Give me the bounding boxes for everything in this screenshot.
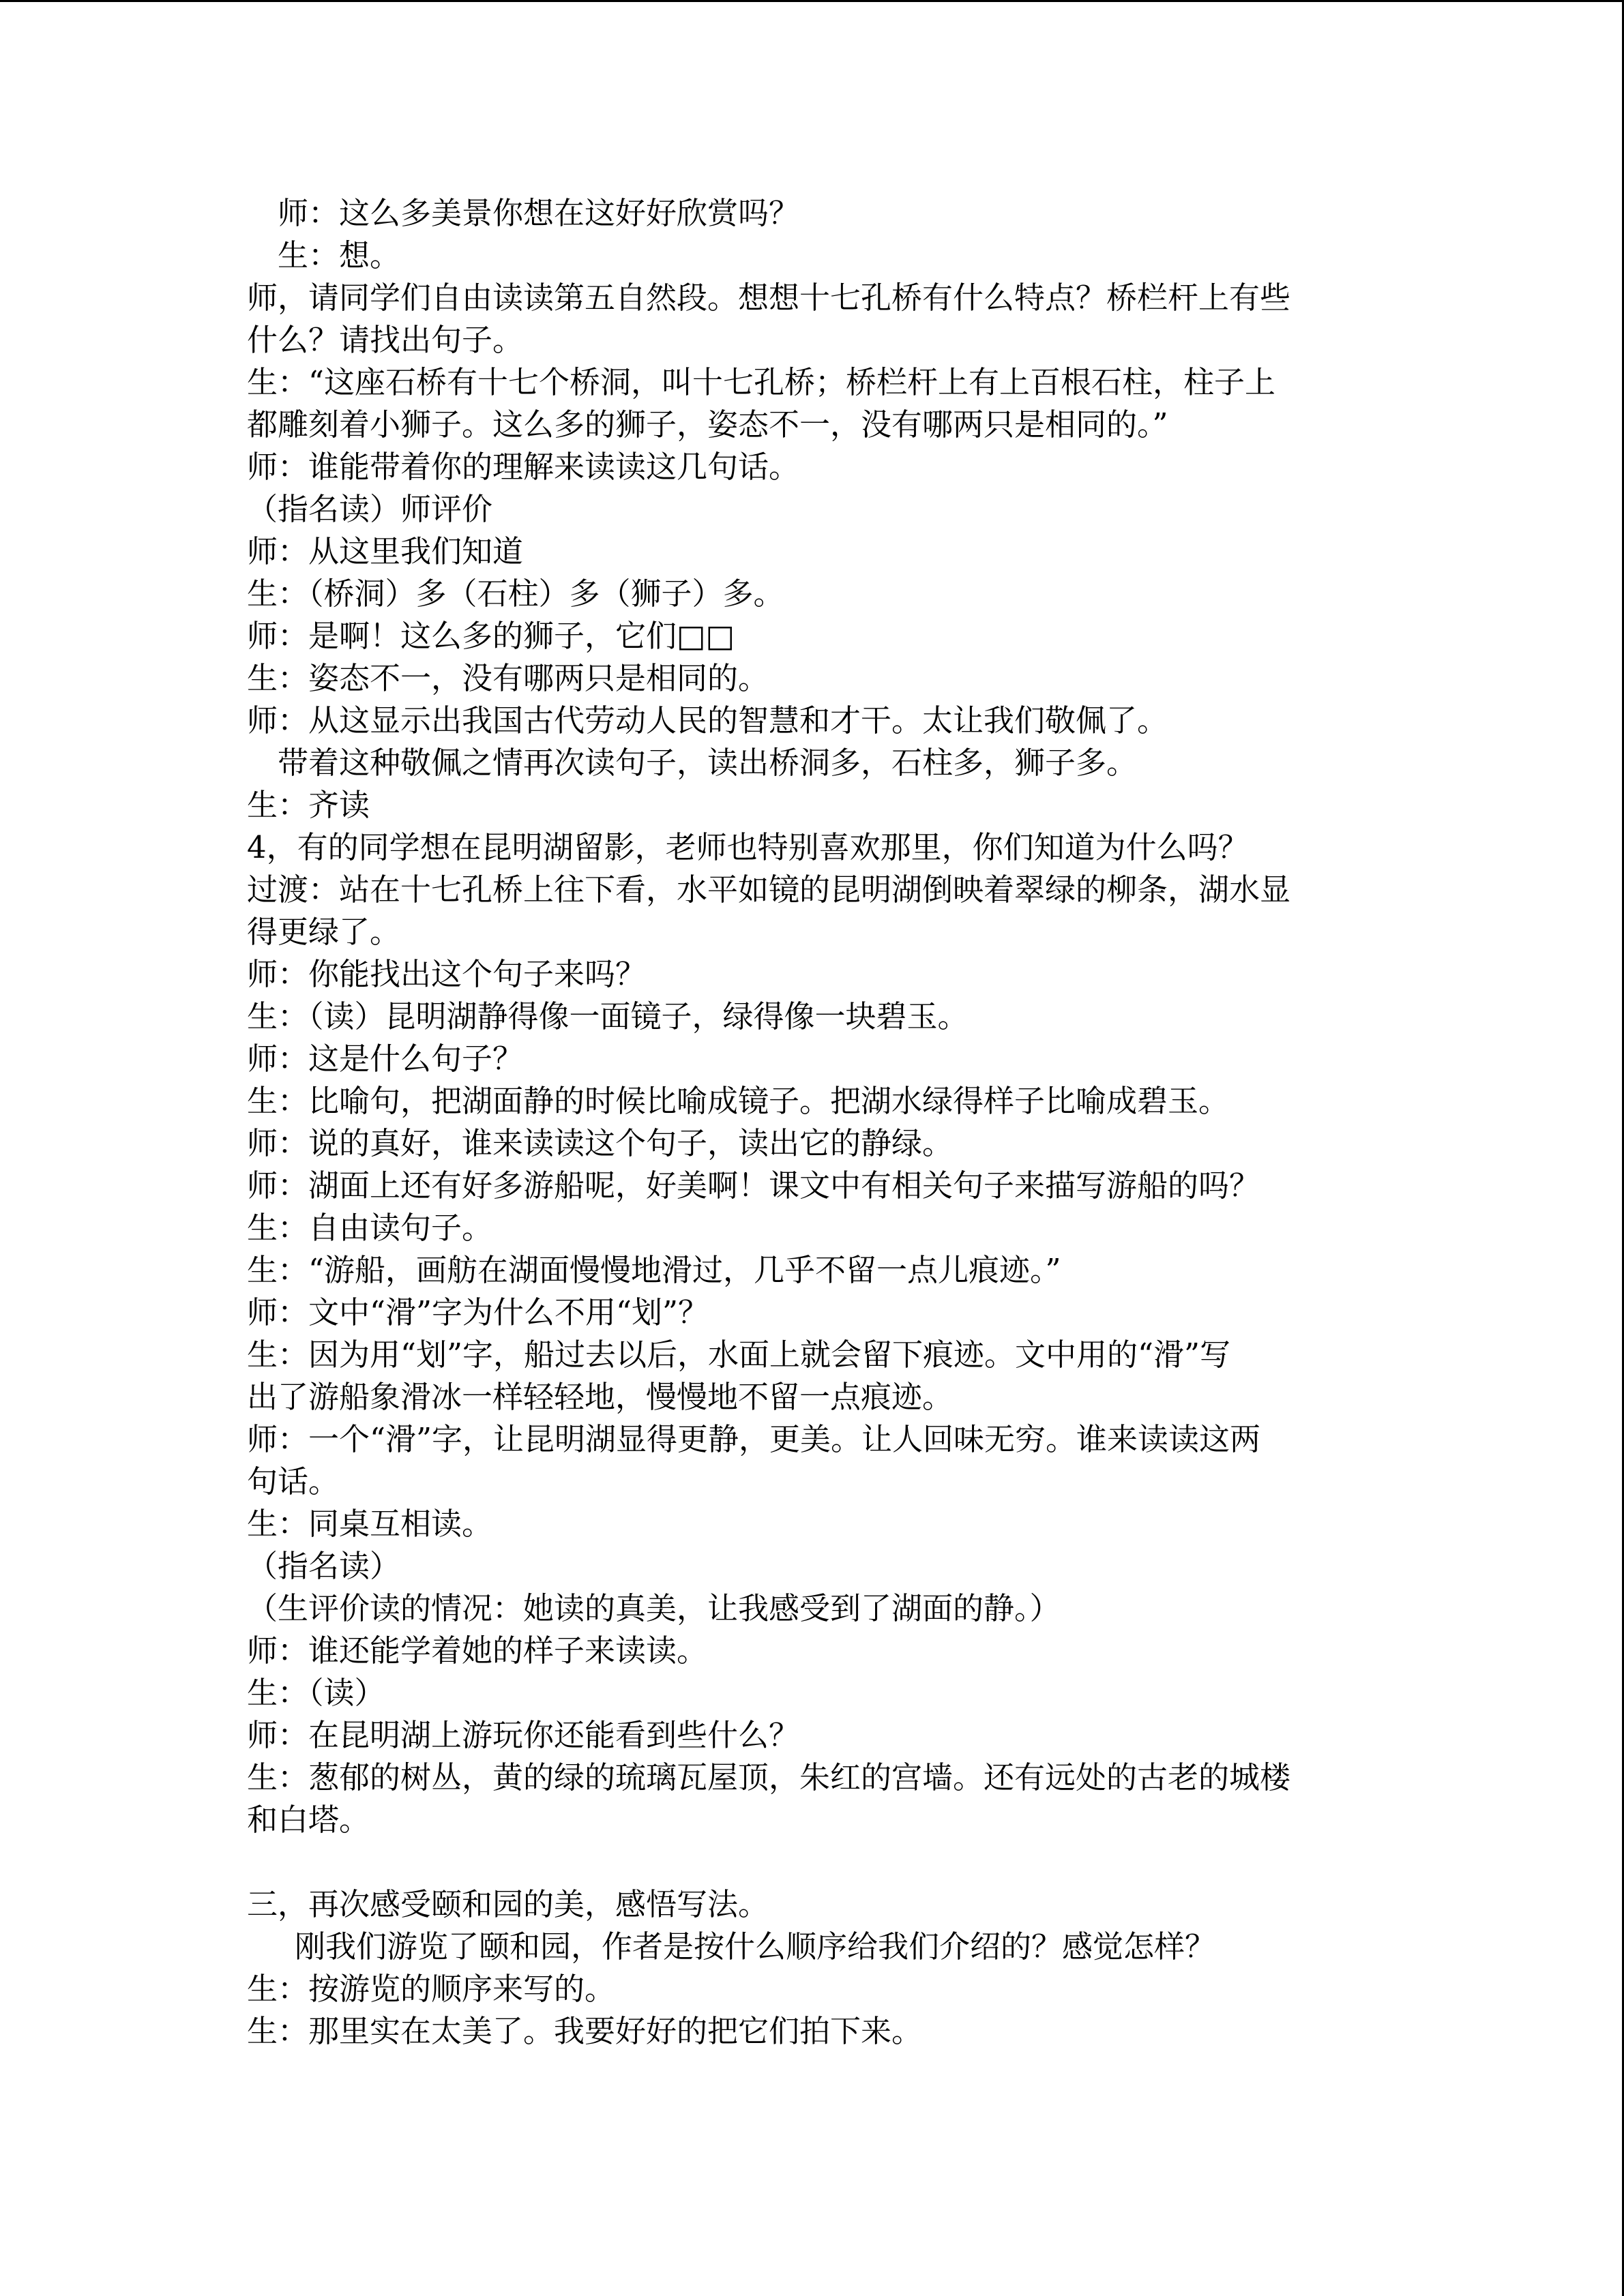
text-line: 师：谁还能学着她的样子来读读。 — [247, 1632, 708, 1669]
text-line: 过渡：站在十七孔桥上往下看，水平如镜的昆明湖倒映着翠绿的柳条，湖水显 — [247, 871, 1291, 908]
text-line: 师：是啊！这么多的狮子，它们□□ — [247, 618, 735, 654]
text-line: 生：因为用“划”字，船过去以后，水面上就会留下痕迹。文中用的“滑”写 — [247, 1337, 1231, 1373]
text-line: 生：（读） — [247, 1675, 385, 1711]
text-line: 生：想。 — [278, 237, 401, 273]
text-line: 生：同桌互相读。 — [247, 1506, 493, 1542]
text-line: 得更绿了。 — [247, 914, 401, 950]
text-line: 都雕刻着小狮子。这么多的狮子，姿态不一，没有哪两只是相同的。” — [247, 406, 1168, 443]
text-line: 师：谁能带着你的理解来读读这几句话。 — [247, 449, 800, 485]
text-line: 师：在昆明湖上游玩你还能看到些什么？ — [247, 1717, 800, 1753]
text-line: 师：一个“滑”字，让昆明湖显得更静，更美。让人回味无穷。谁来读读这两 — [247, 1421, 1261, 1457]
text-line: 和白塔。 — [247, 1802, 370, 1838]
text-line: 生：“这座石桥有十七个桥洞，叫十七孔桥；桥栏杆上有上百根石柱，柱子上 — [247, 364, 1276, 400]
text-line: 生：按游览的顺序来写的。 — [247, 1971, 616, 2007]
text-line: 师：你能找出这个句子来吗？ — [247, 956, 647, 992]
text-line: 师，请同学们自由读读第五自然段。想想十七孔桥有什么特点？桥栏杆上有些 — [247, 280, 1291, 316]
text-line: 师：从这显示出我国古代劳动人民的智慧和才干。太让我们敬佩了。 — [247, 702, 1168, 739]
text-line: （指名读） — [247, 1548, 401, 1584]
text-line: 带着这种敬佩之情再次读句子，读出桥洞多，石柱多，狮子多。 — [278, 745, 1138, 781]
text-line: 师：从这里我们知道 — [247, 533, 524, 569]
text-line: 4，有的同学想在昆明湖留影，老师也特别喜欢那里，你们知道为什么吗？ — [247, 829, 1249, 865]
text-line: 生：（桥洞）多（石柱）多（狮子）多。 — [247, 576, 784, 612]
text-line: 生：“游船，画舫在湖面慢慢地滑过，几乎不留一点儿痕迹。” — [247, 1252, 1061, 1288]
text-line: （生评价读的情况：她读的真美，让我感受到了湖面的静。） — [247, 1590, 1061, 1626]
text-line: 出了游船象滑冰一样轻轻地，慢慢地不留一点痕迹。 — [247, 1379, 954, 1415]
text-line: （指名读）师评价 — [247, 491, 493, 527]
text-line: 师：说的真好，谁来读读这个句子，读出它的静绿。 — [247, 1125, 954, 1161]
blank-line — [247, 1841, 1365, 1883]
text-line: 生：葱郁的树丛，黄的绿的琉璃瓦屋顶，朱红的宫墙。还有远处的古老的城楼 — [247, 1759, 1291, 1795]
text-line: 句话。 — [247, 1463, 340, 1500]
text-line: 师：这是什么句子？ — [247, 1041, 524, 1077]
text-line: 刚我们游览了颐和园，作者是按什么顺序给我们介绍的？感觉怎样？ — [295, 1928, 1216, 1965]
text-line: 生：自由读句子。 — [247, 1210, 493, 1246]
text-line: 生：那里实在太美了。我要好好的把它们拍下来。 — [247, 2013, 923, 2049]
document-body — [247, 192, 1365, 2053]
text-line: 生：比喻句，把湖面静的时候比喻成镜子。把湖水绿得样子比喻成碧玉。 — [247, 1083, 1230, 1119]
text-line: 师：湖面上还有好多游船呢，好美啊！课文中有相关句子来描写游船的吗？ — [247, 1167, 1260, 1204]
text-line: 生：姿态不一，没有哪两只是相同的。 — [247, 660, 769, 696]
text-line: 师：这么多美景你想在这好好欣赏吗？ — [278, 195, 800, 231]
section-heading: 三，再次感受颐和园的美，感悟写法。 — [247, 1886, 769, 1922]
text-line: 师：文中“滑”字为什么不用“划”？ — [247, 1294, 709, 1330]
text-line: 生：齐读 — [247, 787, 370, 823]
text-line: 生：（读）昆明湖静得像一面镜子，绿得像一块碧玉。 — [247, 998, 969, 1034]
text-line: 什么？请找出句子。 — [247, 322, 524, 358]
